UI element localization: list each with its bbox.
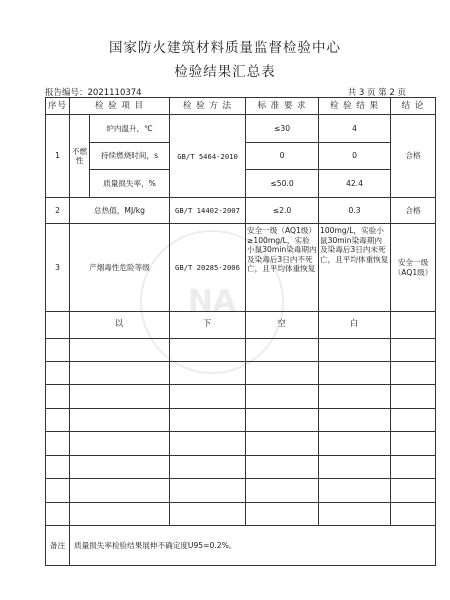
row1-group: 不燃性 [70,115,90,198]
empty-row [46,361,436,384]
results-table [45,97,436,566]
row3-conclusion: 安全一级（AQ1级） [391,224,436,312]
empty-row [46,338,436,361]
report-number: 报告编号：2021110374 [45,88,142,98]
row1-std-3: ≤50.0 [246,170,319,198]
row1-no: 1 [46,115,70,198]
row1-res-2: 0 [319,142,391,170]
header-method: 检 验 方 法 [170,98,246,115]
header-row [46,98,436,115]
row1-method: GB/T 5464-2010 [170,115,246,198]
empty-row [46,408,436,431]
blank-word-4: 白 [319,312,391,339]
row2-res: 0.3 [319,197,391,224]
row2-conclusion: 合格 [391,197,436,224]
empty-row [46,432,436,455]
empty-row [46,502,436,525]
table-row [46,115,436,143]
blank-cell [391,312,436,339]
note-row [46,526,436,566]
empty-row [46,455,436,478]
row2-method: GB/T 14402-2007 [170,197,246,224]
header-no: 序号 [46,98,70,115]
table-row [46,224,436,312]
watermark-seal: NA [140,230,284,374]
row2-no: 2 [46,197,70,224]
row1-res-3: 42.4 [319,170,391,198]
blank-word-2: 下 [170,312,246,339]
row3-std: 安全一级（AQ1级）≥100mg/L，实验小鼠30min染毒期内及染毒后3日内不死亡，且平均体重恢复 [246,224,319,312]
row3-no: 3 [46,224,70,312]
table-row [46,197,436,224]
row2-item: 总热值，MJ/kg [70,197,170,224]
title-line-1: 国家防火建筑材料质量监督检验中心 [109,40,341,56]
header-result: 检 验 结 果 [319,98,391,115]
note-text: 质量损失率检验结果展伸不确定度U95=0.2%。 [70,526,436,566]
header-conclusion: 结 论 [391,98,436,115]
header-item: 检 验 项 目 [70,98,170,115]
empty-row [46,479,436,502]
blank-word-3: 空 [246,312,319,339]
row3-method: GB/T 20285-2006 [170,224,246,312]
note-label: 备注 [46,526,70,566]
blank-marker-row [46,312,436,339]
row1-item-2: 持续燃烧时间，s [90,142,170,170]
blank-cell [46,312,70,339]
row1-res-1: 4 [319,115,391,143]
row1-item-1: 炉内温升，℃ [90,115,170,143]
row1-conclusion: 合格 [391,115,436,198]
row2-std: ≤2.0 [246,197,319,224]
row1-item-3: 质量损失率，% [90,170,170,198]
page-info: 共 3 页 第 2 页 [347,88,406,98]
row3-item: 产烟毒性危险等级 [70,224,170,312]
row1-std-2: 0 [246,142,319,170]
row3-res: 100mg/L，实验小鼠30min染毒期内及染毒后3日内未死亡，且平均体重恢复 [319,224,391,312]
title-line-2: 检验结果汇总表 [174,64,276,80]
row1-std-1: ≤30 [246,115,319,143]
blank-word-1: 以 [70,312,170,339]
empty-row [46,385,436,408]
header-standard: 标 准 要 求 [246,98,319,115]
